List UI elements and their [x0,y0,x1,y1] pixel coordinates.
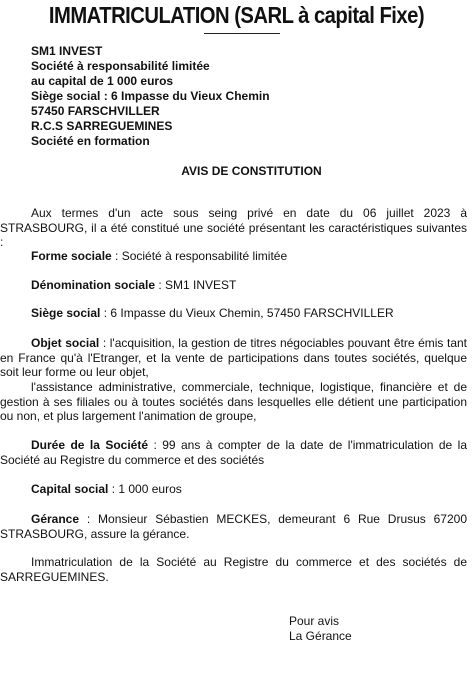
capital-social [0,482,467,497]
field-label: Capital social [31,482,109,496]
header-line: 57450 FARSCHVILLER [31,104,160,118]
duree-societe [0,438,467,467]
field-label: Siège social [31,306,101,320]
immatriculation-paragraph: Immatriculation de la Société au Registre du commerce et des sociétés de SARREGUEMINES. [0,555,467,584]
title-underline [204,33,280,34]
company-header [31,44,270,149]
gerance [0,512,467,541]
notice-title: IMMATRICULATION (SARL à capital Fixe) [48,2,425,28]
intro-paragraph: Aux termes d'un acte sous seing privé en date du 06 juillet 2023 à STRASBOURG, il a été constitué une société présentant les caractéristiques suivantes : [0,206,467,250]
field-label: Forme sociale [31,249,112,263]
field-value: : 6 Impasse du Vieux Chemin, 57450 FARSCHVILLER [100,306,394,320]
header-line: Société en formation [31,134,150,148]
objet-social [0,336,467,380]
siege-social [0,306,467,321]
field-label: Gérance [31,512,80,526]
field-value: : 99 ans à compter de la date de l'immatriculation de la Société au Registre du commerce et des sociétés [0,438,467,467]
field-label: Dénomination sociale [31,278,156,292]
field-value: : l'acquisition, la gestion de titres négociables pouvant être émis tant en France qu'à l'Etranger, et la vente de participations dans toutes sociétés, quelque soit leur forme ou leur objet, [0,336,467,380]
forme-sociale [0,249,467,264]
field-value: : SM1 INVEST [155,278,237,292]
denomination-sociale [0,278,467,293]
section-heading: AVIS DE CONSTITUTION [181,164,322,178]
field-label: Objet social [31,336,100,350]
field-value: : 1 000 euros [108,482,182,496]
header-line: Société à responsabilité limitée [31,59,210,73]
signature-line: Pour avis [289,614,340,628]
objet-social-continued: l'assistance administrative, commerciale, technique, logistique, financière et de gestion à ses filiales ou à toutes sociétés dans lesquelles elle détient une participation ou non, et plus largement l'animation de groupe, [0,380,467,424]
header-line: R.C.S SARREGUEMINES [31,119,173,133]
signature-line: La Gérance [289,629,352,643]
field-value: : Monsieur Sébastien MECKES, demeurant 6 Rue Drusus 67200 STRASBOURG, assure la gérance. [0,512,467,541]
header-line: SM1 INVEST [31,44,103,58]
header-line: Siège social : 6 Impasse du Vieux Chemin [31,89,270,103]
field-label: Durée de la Société [31,438,149,452]
field-value: : Société à responsabilité limitée [111,249,288,263]
signature-block [289,614,352,644]
header-line: au capital de 1 000 euros [31,74,174,88]
